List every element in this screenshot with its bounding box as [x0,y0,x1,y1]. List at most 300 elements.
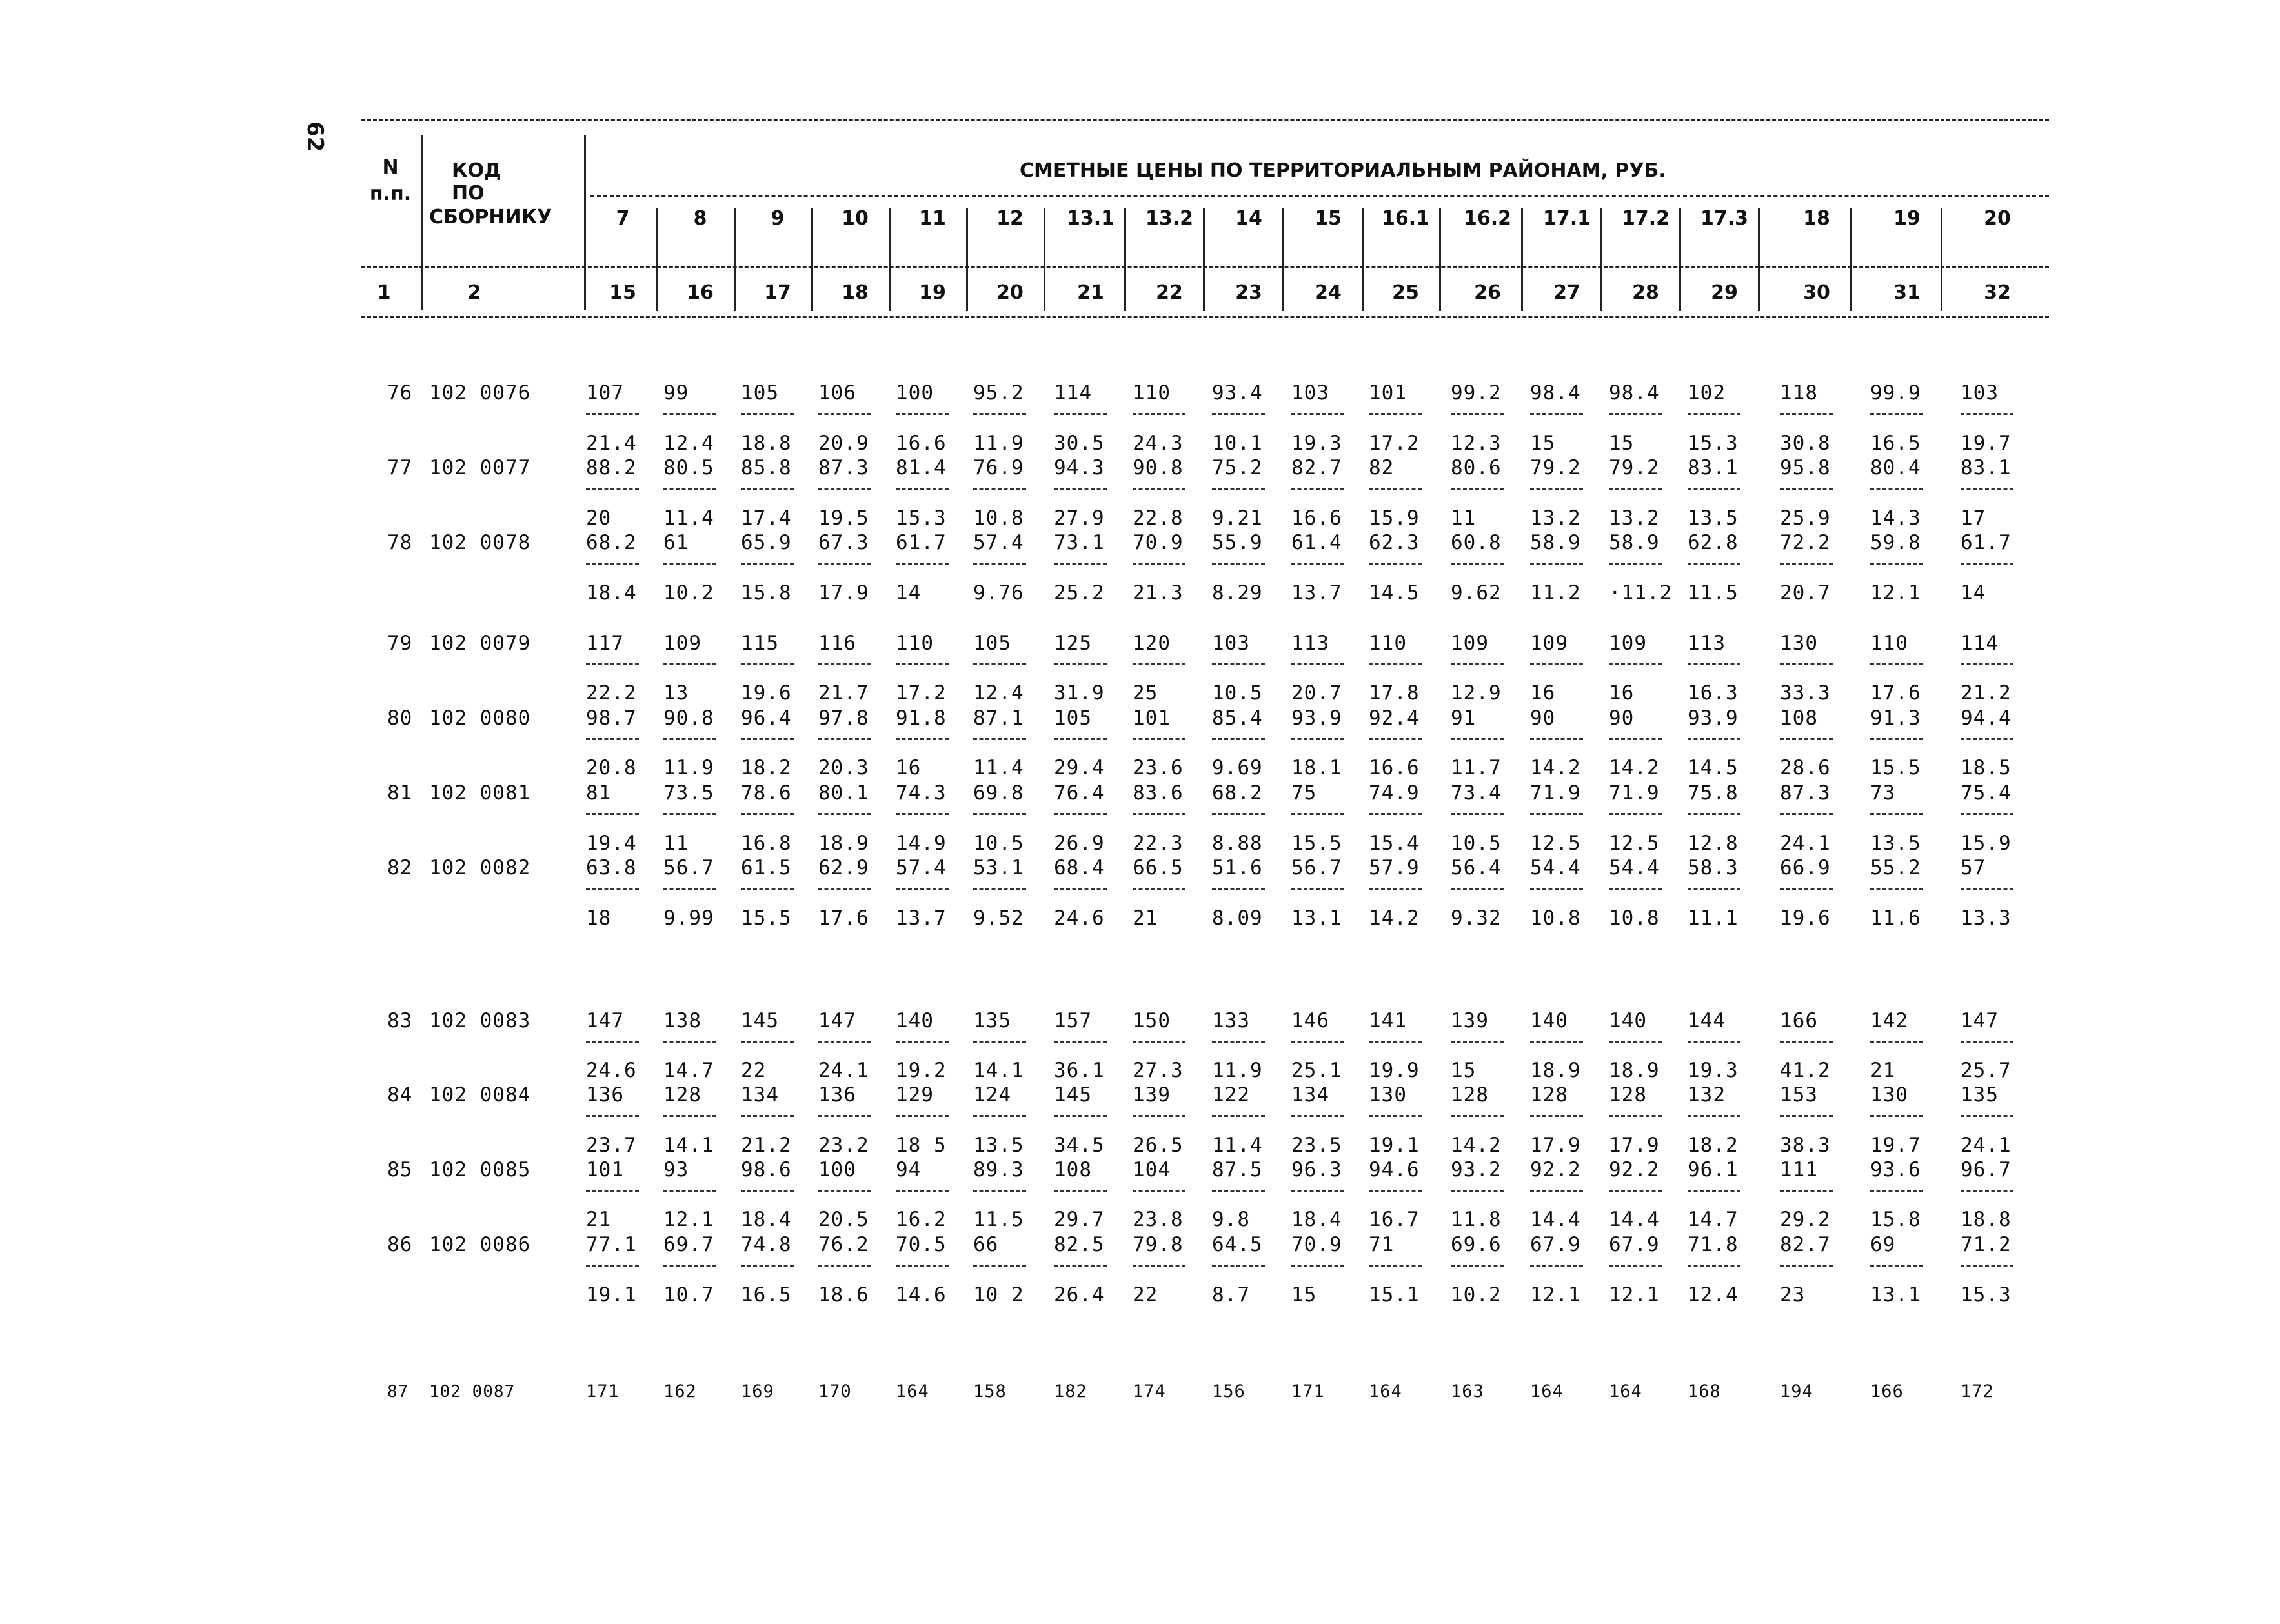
price-cell: 18.8 [1961,1208,2012,1231]
price-cell: 57.4 [896,856,947,879]
col-number-1: 1 [377,281,391,304]
column-number: 24 [1315,281,1342,304]
price-cell: 24.6 [1054,907,1105,930]
fraction-separator [1369,413,1422,415]
price-cell: 157 [1054,1009,1092,1032]
price-cell: 14.6 [896,1283,947,1307]
price-cell: 11.4 [663,506,714,530]
price-cell: 56.7 [1291,856,1342,879]
fraction-separator [1054,1265,1107,1267]
price-cell: 92.2 [1609,1158,1660,1181]
price-cell: 69 [1870,1233,1896,1256]
price-cell: 21 [586,1208,612,1231]
fraction-separator [1688,488,1740,490]
price-cell: 96.7 [1961,1158,2012,1181]
price-cell: 10.8 [1609,907,1660,930]
price-cell: 55.9 [1212,531,1263,554]
price-cell: 16 [1609,681,1635,705]
price-cell: 12.1 [663,1208,714,1231]
fraction-separator [586,1041,639,1043]
fraction-separator [1530,888,1583,890]
row-code: 102 0078 [429,531,531,554]
price-cell: 70.5 [896,1233,947,1256]
fraction-separator [1291,1265,1344,1267]
price-cell: 15.4 [1369,832,1420,855]
fraction-separator [1780,663,1833,665]
price-cell: 96.4 [741,707,792,730]
price-cell: 18.4 [586,581,637,605]
price-cell: 87.3 [818,456,869,479]
row-number: 77 [387,456,413,479]
price-cell: 138 [663,1009,701,1032]
price-cell: 70.9 [1133,531,1184,554]
fraction-separator [1212,813,1265,815]
price-cell: 22.8 [1133,506,1184,530]
price-cell: 15 [1530,432,1556,455]
price-cell: 66.9 [1780,856,1831,879]
fraction-separator [1369,663,1422,665]
price-cell: 17.8 [1369,681,1420,705]
price-cell: 75.2 [1212,456,1263,479]
price-cell: 14.5 [1369,581,1420,605]
fraction-separator [1054,738,1107,740]
price-cell: 120 [1133,632,1171,655]
price-cell: 174 [1133,1381,1166,1401]
fraction-separator [1291,813,1344,815]
price-cell: 139 [1451,1009,1489,1032]
price-cell: 87.3 [1780,781,1831,805]
fraction-separator [1688,563,1740,565]
fraction-separator [1961,413,2013,415]
fraction-separator [1133,1190,1185,1192]
price-cell: 11.9 [663,756,714,779]
price-cell: 73.1 [1054,531,1105,554]
price-cell: 67.3 [818,531,869,554]
fraction-separator [1870,813,1923,815]
region-code: 11 [919,207,946,230]
price-cell: 60.8 [1451,531,1502,554]
fraction-separator [1780,1190,1833,1192]
price-cell: 17.9 [1609,1134,1660,1157]
price-cell: 12.9 [1451,681,1502,705]
price-cell: 8.29 [1212,581,1263,605]
price-cell: 110 [1133,381,1171,405]
price-cell: 18.9 [1530,1059,1581,1082]
price-cell: 93.6 [1870,1158,1921,1181]
fraction-separator [973,488,1026,490]
price-cell: 11.9 [973,432,1024,455]
region-code: 17.2 [1621,207,1670,230]
fraction-separator [818,663,871,665]
price-cell: 171 [1291,1381,1325,1401]
price-cell: 16.7 [1369,1208,1420,1231]
price-cell: 18.6 [818,1283,869,1307]
fraction-separator [1369,488,1422,490]
price-cell: 19.5 [818,506,869,530]
price-cell: 132 [1688,1083,1726,1107]
price-cell: 9.76 [973,581,1024,605]
price-cell: 19.4 [586,832,637,855]
fraction-separator [973,1265,1026,1267]
price-cell: 144 [1688,1009,1726,1032]
fraction-separator [1054,488,1107,490]
price-cell: 16.5 [1870,432,1921,455]
price-cell: 29.4 [1054,756,1105,779]
header-top-rule [361,119,2049,121]
price-cell: 17 [1961,506,1986,530]
price-cell: 15.8 [741,581,792,605]
header-bottom-rule [361,316,2049,318]
price-cell: 25.7 [1961,1059,2012,1082]
price-cell: 21.3 [1133,581,1184,605]
price-cell: 103 [1291,381,1329,405]
fraction-separator [586,663,639,665]
price-cell: 11.5 [973,1208,1024,1231]
price-cell: 94.4 [1961,707,2012,730]
price-cell: 66.5 [1133,856,1184,879]
fraction-separator [1870,888,1923,890]
fraction-separator [1291,888,1344,890]
fraction-separator [1870,488,1923,490]
price-cell: 57.4 [973,531,1024,554]
price-cell: 34.5 [1054,1134,1105,1157]
price-cell: 93.9 [1688,707,1739,730]
price-cell: 58.3 [1688,856,1739,879]
price-cell: 18.1 [1291,756,1342,779]
price-cell: 81.4 [896,456,947,479]
row-number: 79 [387,632,413,655]
fraction-separator [741,1041,794,1043]
price-cell: 27.3 [1133,1059,1184,1082]
region-code: 10 [842,207,869,230]
price-cell: 93.4 [1212,381,1263,405]
fraction-separator [818,413,871,415]
price-cell: 82.5 [1054,1233,1105,1256]
price-cell: 20.7 [1291,681,1342,705]
region-code: 19 [1893,207,1921,230]
price-cell: 14 [1961,581,1986,605]
price-cell: 164 [896,1381,929,1401]
fraction-separator [1688,413,1740,415]
price-cell: 56.7 [663,856,714,879]
fraction-separator [1870,663,1923,665]
fraction-separator [663,413,716,415]
fraction-separator [896,1190,949,1192]
price-cell: 82 [1369,456,1395,479]
price-cell: 130 [1369,1083,1407,1107]
price-cell: 87.5 [1212,1158,1263,1181]
price-cell: 108 [1780,707,1818,730]
price-cell: 94.3 [1054,456,1105,479]
fraction-separator [1780,888,1833,890]
row-number: 87 [387,1382,409,1401]
column-number: 22 [1156,281,1183,304]
price-cell: 114 [1961,632,1999,655]
fraction-separator [741,563,794,565]
fraction-separator [1688,1190,1740,1192]
price-cell: 109 [1609,632,1647,655]
price-cell: 75 [1291,781,1317,805]
price-cell: 147 [818,1009,856,1032]
price-cell: 109 [1530,632,1568,655]
price-cell: 11.9 [1212,1059,1263,1082]
row-code: 102 0076 [429,381,531,405]
fraction-separator [1291,1041,1344,1043]
price-cell: 71.8 [1688,1233,1739,1256]
price-cell: 168 [1688,1381,1721,1401]
fraction-separator [1291,1190,1344,1192]
price-cell: 134 [1291,1083,1329,1107]
column-number: 25 [1392,281,1419,304]
fraction-separator [1870,1190,1923,1192]
row-number: 80 [387,707,413,730]
region-code: 17.1 [1542,207,1591,230]
fraction-separator [1530,1041,1583,1043]
price-cell: 100 [896,381,934,405]
price-cell: 106 [818,381,856,405]
fraction-separator [741,413,794,415]
price-cell: 95.8 [1780,456,1831,479]
price-cell: 136 [586,1083,624,1107]
price-cell: 14.7 [663,1059,714,1082]
price-cell: 61.7 [1961,531,2012,554]
price-cell: 128 [663,1083,701,1107]
price-cell: 23.2 [818,1134,869,1157]
column-number: 19 [919,281,946,304]
price-cell: 58.9 [1609,531,1660,554]
fraction-separator [1369,563,1422,565]
price-cell: 68.2 [586,531,637,554]
price-cell: 71.9 [1609,781,1660,805]
price-cell: 194 [1780,1381,1813,1401]
fraction-separator [1870,738,1923,740]
price-cell: 10.5 [973,832,1024,855]
fraction-separator [1780,738,1833,740]
price-cell: 18.8 [741,432,792,455]
fraction-separator [1961,663,2013,665]
price-cell: 101 [1369,381,1407,405]
price-cell: 8.09 [1212,907,1263,930]
price-cell: 10 2 [973,1283,1024,1307]
fraction-separator [1212,563,1265,565]
price-cell: 88.2 [586,456,637,479]
price-cell: 16 [896,756,922,779]
price-cell: 21 [1133,907,1158,930]
price-cell: 21.7 [818,681,869,705]
price-cell: 62.8 [1688,531,1739,554]
fraction-separator [1609,888,1662,890]
price-cell: 13.7 [1291,581,1342,605]
row-code: 102 0083 [429,1009,531,1032]
fraction-separator [1688,1265,1740,1267]
fraction-separator [973,1041,1026,1043]
fraction-separator [1609,488,1662,490]
price-cell: 22.2 [586,681,637,705]
price-cell: 142 [1870,1009,1908,1032]
price-cell: 22.3 [1133,832,1184,855]
price-cell: 124 [973,1083,1011,1107]
price-cell: 90.8 [663,707,714,730]
price-cell: 14.1 [663,1134,714,1157]
price-cell: 12.5 [1530,832,1581,855]
col-n-label-2: п.п. [369,183,412,205]
price-cell: 51.6 [1212,856,1263,879]
price-cell: 11.6 [1870,907,1921,930]
price-cell: 136 [818,1083,856,1107]
price-cell: 12.8 [1688,832,1739,855]
fraction-separator [1961,1115,2013,1117]
fraction-separator [818,1041,871,1043]
fraction-separator [973,888,1026,890]
price-cell: 171 [586,1381,620,1401]
fraction-separator [1870,563,1923,565]
price-cell: 71 [1369,1233,1395,1256]
price-cell: 93.2 [1451,1158,1502,1181]
price-cell: 102 [1688,381,1726,405]
price-cell: 57.9 [1369,856,1420,879]
price-cell: 14.9 [896,832,947,855]
fraction-separator [1961,738,2013,740]
fraction-separator [586,563,639,565]
fraction-separator [896,488,949,490]
price-cell: 96.1 [1688,1158,1739,1181]
fraction-separator [1054,1115,1107,1117]
price-cell: 11.2 [1530,581,1581,605]
column-number: 30 [1803,281,1830,304]
price-cell: 11.1 [1688,907,1739,930]
price-cell: 182 [1054,1381,1087,1401]
fraction-separator [1451,738,1504,740]
column-number: 18 [842,281,869,304]
price-cell: 11.4 [1212,1134,1263,1157]
page-number: 62 [302,121,328,152]
price-cell: 16 [1530,681,1556,705]
price-cell: 68.4 [1054,856,1105,879]
row-number: 81 [387,781,413,805]
fraction-separator [1133,488,1185,490]
fraction-separator [1609,413,1662,415]
fraction-separator [663,1190,716,1192]
price-cell: 16.2 [896,1208,947,1231]
fraction-separator [1369,1265,1422,1267]
price-cell: 61.7 [896,531,947,554]
fraction-separator [1212,738,1265,740]
region-code: 16.1 [1381,207,1430,230]
fraction-separator [818,738,871,740]
fraction-separator [1530,1115,1583,1117]
price-cell: 82.7 [1780,1233,1831,1256]
row-code: 102 0082 [429,856,531,879]
price-cell: 16.6 [896,432,947,455]
fraction-separator [663,663,716,665]
price-cell: 83.6 [1133,781,1184,805]
fraction-separator [1780,1115,1833,1117]
price-cell: 59.8 [1870,531,1921,554]
price-cell: 20.7 [1780,581,1831,605]
row-number: 86 [387,1233,413,1256]
fraction-separator [1212,413,1265,415]
price-cell: 164 [1530,1381,1564,1401]
region-code: 9 [771,207,785,230]
price-cell: 129 [896,1083,934,1107]
price-cell: 10.2 [1451,1283,1502,1307]
fraction-separator [1609,1265,1662,1267]
price-cell: 14.7 [1688,1208,1739,1231]
price-cell: 109 [1451,632,1489,655]
col-code-label: КОД [452,159,501,182]
price-cell: 10.8 [1530,907,1581,930]
region-code: 15 [1315,207,1342,230]
price-cell: 140 [1530,1009,1568,1032]
fraction-separator [1054,663,1107,665]
fraction-separator [663,1115,716,1117]
price-cell: 75.8 [1688,781,1739,805]
fraction-separator [818,1265,871,1267]
fraction-separator [1609,1041,1662,1043]
price-cell: 71.2 [1961,1233,2012,1256]
price-cell: 172 [1961,1381,1994,1401]
price-cell: 15.9 [1961,832,2012,855]
region-code: 14 [1235,207,1262,230]
price-cell: 61 [663,531,689,554]
price-cell: 92.2 [1530,1158,1581,1181]
fraction-separator [663,1265,716,1267]
price-cell: 72.2 [1780,531,1831,554]
price-cell: 15.5 [741,907,792,930]
price-cell: 97.8 [818,707,869,730]
region-code: 17.3 [1700,207,1749,230]
row-code: 102 0085 [429,1158,531,1181]
fraction-separator [663,488,716,490]
fraction-separator [1688,1041,1740,1043]
fraction-separator [586,888,639,890]
price-cell: 26.4 [1054,1283,1105,1307]
price-cell: 63.8 [586,856,637,879]
price-cell: 13.3 [1961,907,2012,930]
fraction-separator [1688,813,1740,815]
price-cell: 11.7 [1451,756,1502,779]
fraction-separator [1054,813,1107,815]
fraction-separator [973,738,1026,740]
price-cell: 125 [1054,632,1092,655]
price-cell: 21 [1870,1059,1896,1082]
price-cell: 94.6 [1369,1158,1420,1181]
fraction-separator [1451,1265,1504,1267]
price-cell: 23.8 [1133,1208,1184,1231]
fraction-separator [1291,738,1344,740]
region-code: 18 [1803,207,1830,230]
price-cell: 81 [586,781,612,805]
row-number: 85 [387,1158,413,1181]
fraction-separator [896,888,949,890]
price-cell: 83.1 [1688,456,1739,479]
price-cell: 76.4 [1054,781,1105,805]
price-cell: 74.3 [896,781,947,805]
fraction-separator [1451,488,1504,490]
fraction-separator [1054,888,1107,890]
fraction-separator [1451,1041,1504,1043]
price-cell: 11.5 [1688,581,1739,605]
fraction-separator [741,1115,794,1117]
fraction-separator [1688,888,1740,890]
fraction-separator [1369,1115,1422,1117]
price-cell: 153 [1780,1083,1818,1107]
price-cell: 98.7 [586,707,637,730]
price-cell: 20.9 [818,432,869,455]
price-cell: 10.2 [663,581,714,605]
price-cell: 14.2 [1369,907,1420,930]
price-cell: 19.2 [896,1059,947,1082]
